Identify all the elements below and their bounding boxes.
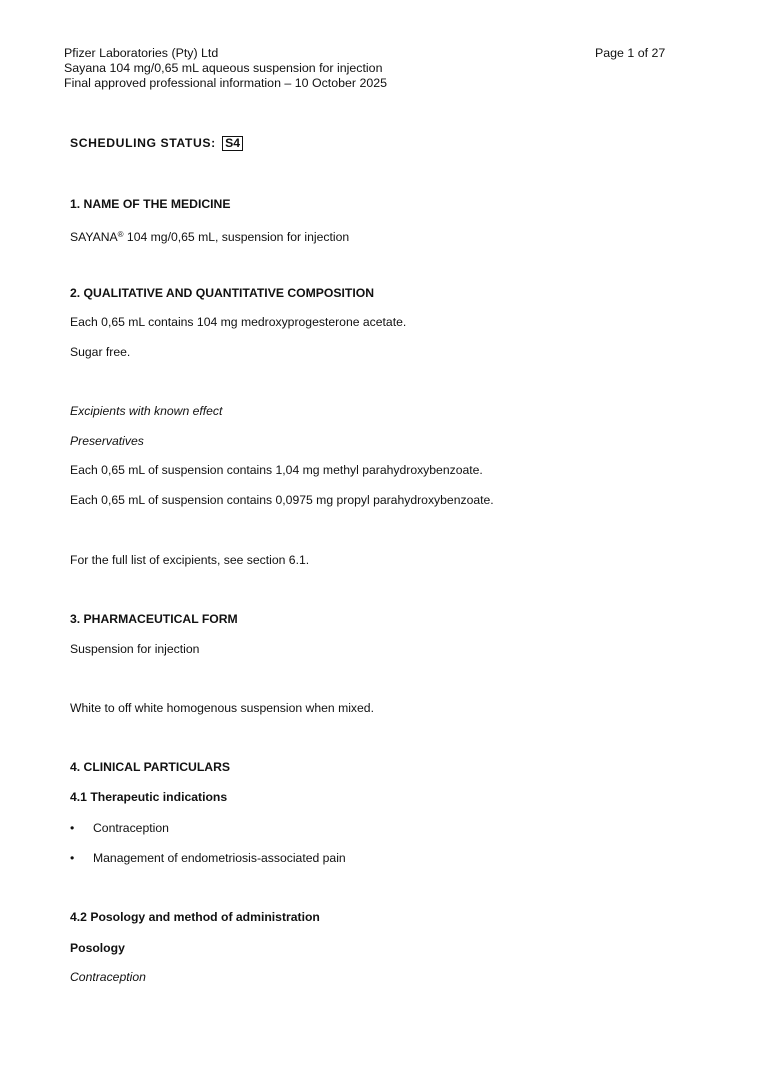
section-3-heading: 3. PHARMACEUTICAL FORM	[70, 612, 238, 626]
full-list-text: For the full list of excipients, see section 6.1.	[70, 553, 310, 567]
appearance-text: White to off white homogenous suspension when mixed.	[70, 701, 374, 715]
header-product: Sayana 104 mg/0,65 mL aqueous suspension for injection	[64, 61, 383, 75]
section-2-heading: 2. QUALITATIVE AND QUANTITATIVE COMPOSITION	[70, 286, 375, 300]
header-company: Pfizer Laboratories (Pty) Ltd	[64, 46, 219, 60]
section-4-2-heading: 4.2 Posology and method of administration	[70, 910, 320, 924]
section-1-heading: 1. NAME OF THE MEDICINE	[70, 197, 231, 211]
section-4-heading: 4. CLINICAL PARTICULARS	[70, 760, 231, 774]
scheduling-label: SCHEDULING STATUS:	[70, 136, 216, 150]
page-number: Page 1 of 27	[595, 46, 666, 60]
preservative-1-text: Each 0,65 mL of suspension contains 1,04 mg methyl parahydroxybenzoate.	[70, 463, 483, 477]
posology-heading: Posology	[70, 941, 125, 955]
indication-text: Contraception	[93, 821, 169, 835]
medicine-name-rest: 104 mg/0,65 mL, suspension for injection	[123, 230, 350, 244]
preservatives-heading: Preservatives	[70, 434, 144, 448]
scheduling-status	[70, 136, 243, 151]
bullet-icon: •	[70, 851, 75, 865]
contraception-heading: Contraception	[70, 970, 146, 984]
composition-text: Each 0,65 mL contains 104 mg medroxyprogesterone acetate.	[70, 315, 407, 329]
registered-mark: ®	[117, 230, 124, 239]
excipients-heading: Excipients with known effect	[70, 404, 223, 418]
section-4-1-heading: 4.1 Therapeutic indications	[70, 790, 228, 804]
header-status: Final approved professional information – 10 October 2025	[64, 76, 388, 90]
indication-text: Management of endometriosis-associated pain	[93, 851, 346, 865]
medicine-name-brand: SAYANA	[70, 230, 118, 244]
page-header	[64, 46, 387, 91]
medicine-name	[70, 227, 349, 245]
scheduling-value-box: S4	[222, 136, 243, 151]
bullet-icon: •	[70, 821, 75, 835]
sugar-free-text: Sugar free.	[70, 345, 131, 359]
preservative-2-text: Each 0,65 mL of suspension contains 0,0975 mg propyl parahydroxybenzoate.	[70, 493, 494, 507]
pharmaceutical-form-text: Suspension for injection	[70, 642, 200, 656]
